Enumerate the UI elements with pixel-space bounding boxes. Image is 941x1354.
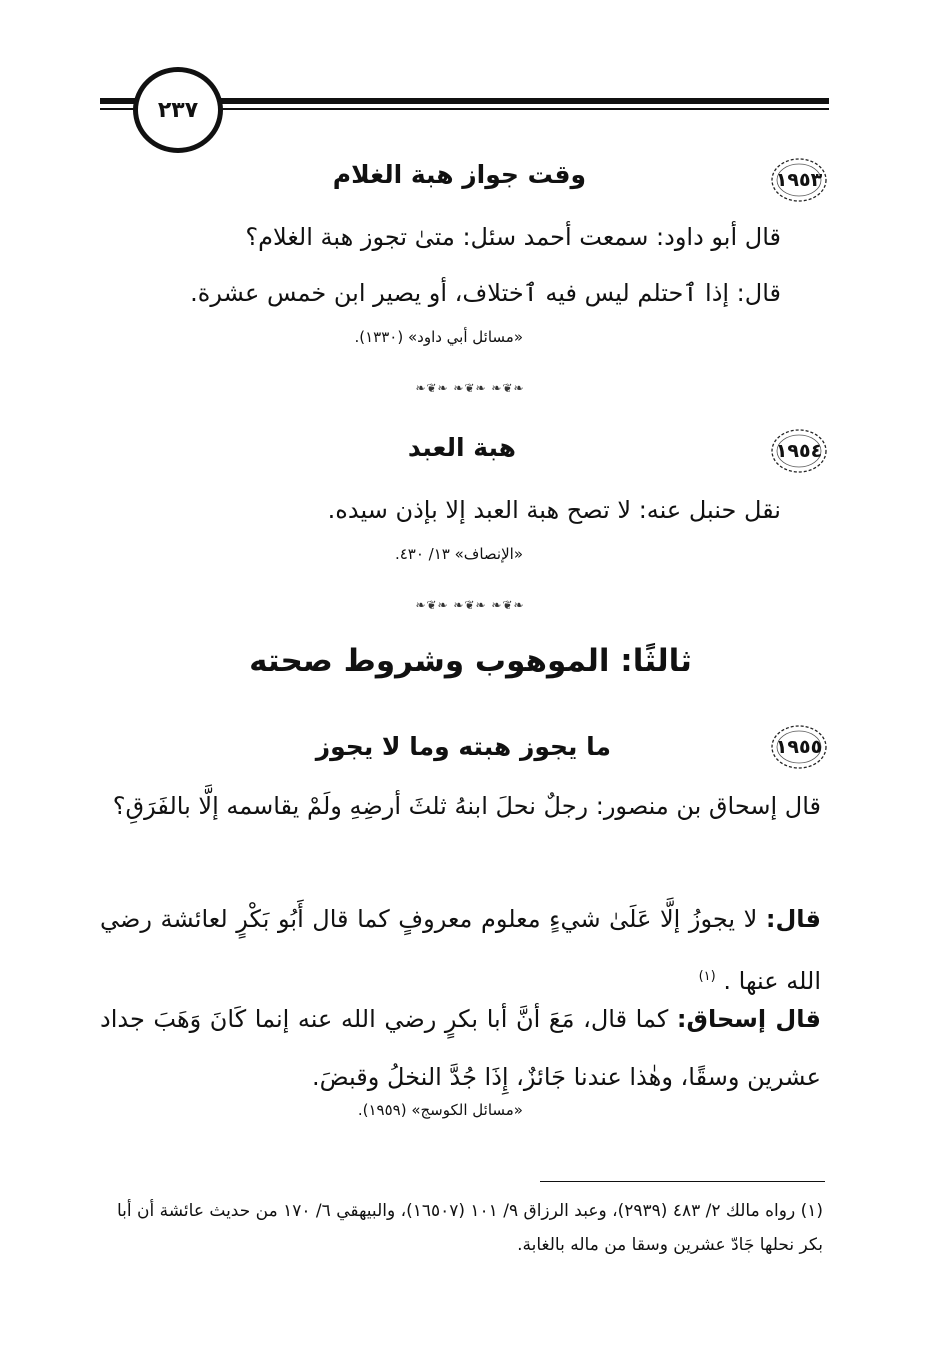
footnote-text: رواه مالك ٢/ ٤٨٣ (٢٩٣٩)، وعبد الرزاق ٩/ ١٠١ (١٦٥٠٧)، والبيهقي ٦/ ١٧٠ من حديث عائشة أن أبا بكر نحلها جَادّ عشرين وسقا من ماله بالغابة.	[117, 1201, 823, 1255]
footnote-number: (١)	[800, 1201, 823, 1221]
speaker-label: قال إسحاق:	[676, 1005, 821, 1033]
entry-text: قال إسحاق بن منصور: رجلٌ نحلَ ابنهُ ثلثَ أرضِهِ ولَمْ يقاسمه إلَّا بالفَرَقِ؟	[112, 792, 821, 820]
entry-text-body: كما قال، مَعَ أنَّ أبا بكرٍ رضي الله عنه إنما كَانَ وَهَبَ جداد عشرين وسقًا، وهٰذا عندنا جَائزٌ، إِذَا جُدَّ النخلُ وقبضَ.	[100, 1005, 821, 1091]
entry-number-badge: ١٩٥٥	[770, 724, 828, 770]
entry-title: وقت جواز هبة الغلام	[332, 160, 586, 189]
source-citation: «الإنصاف» ١٣/ ٤٣٠.	[394, 545, 523, 563]
entry-text-body: لا يجوزُ إلَّا عَلَىٰ شيءٍ معلوم معروفٍ كما قال أَبُو بَكْرٍ لعائشة رضي الله عنها .	[100, 905, 821, 995]
entry-text	[131, 264, 781, 322]
section-divider: ❧❦❧ ❧❦❧ ❧❦❧	[415, 598, 525, 612]
entry-text: نقل حنبل عنه: لا تصح هبة العبد إلا بإذن سيده.	[327, 496, 781, 524]
footnote-rule	[540, 1181, 825, 1182]
entry-title: هبة العبد	[407, 433, 516, 462]
entry-number-badge: ١٩٥٣	[770, 157, 828, 203]
entry-text: قال أبو داود: سمعت أحمد سئل: متىٰ تجوز هبة الغلام؟	[245, 223, 781, 251]
speaker-label: قال:	[765, 905, 821, 933]
page-number: ٢٣٧	[133, 67, 223, 153]
section-title: ثالثًا: الموهوب وشروط صحته	[249, 643, 692, 679]
entry-text	[100, 990, 821, 1106]
entry-text-line: قال: إذا ٱحتلم ليس فيه ٱختلاف، أو يصير ابن خمس عشرة.	[190, 279, 781, 307]
footnote-marker: (١)	[698, 969, 716, 984]
section-divider: ❧❦❧ ❧❦❧ ❧❦❧	[415, 381, 525, 395]
footnote	[98, 1194, 823, 1262]
entry-title: ما يجوز هبته وما لا يجوز	[315, 732, 611, 761]
source-citation: «مسائل أبي داود» (١٣٣٠).	[354, 328, 523, 346]
source-citation: «مسائل الكوسج» (١٩٥٩).	[357, 1101, 523, 1119]
entry-number-badge: ١٩٥٤	[770, 428, 828, 474]
